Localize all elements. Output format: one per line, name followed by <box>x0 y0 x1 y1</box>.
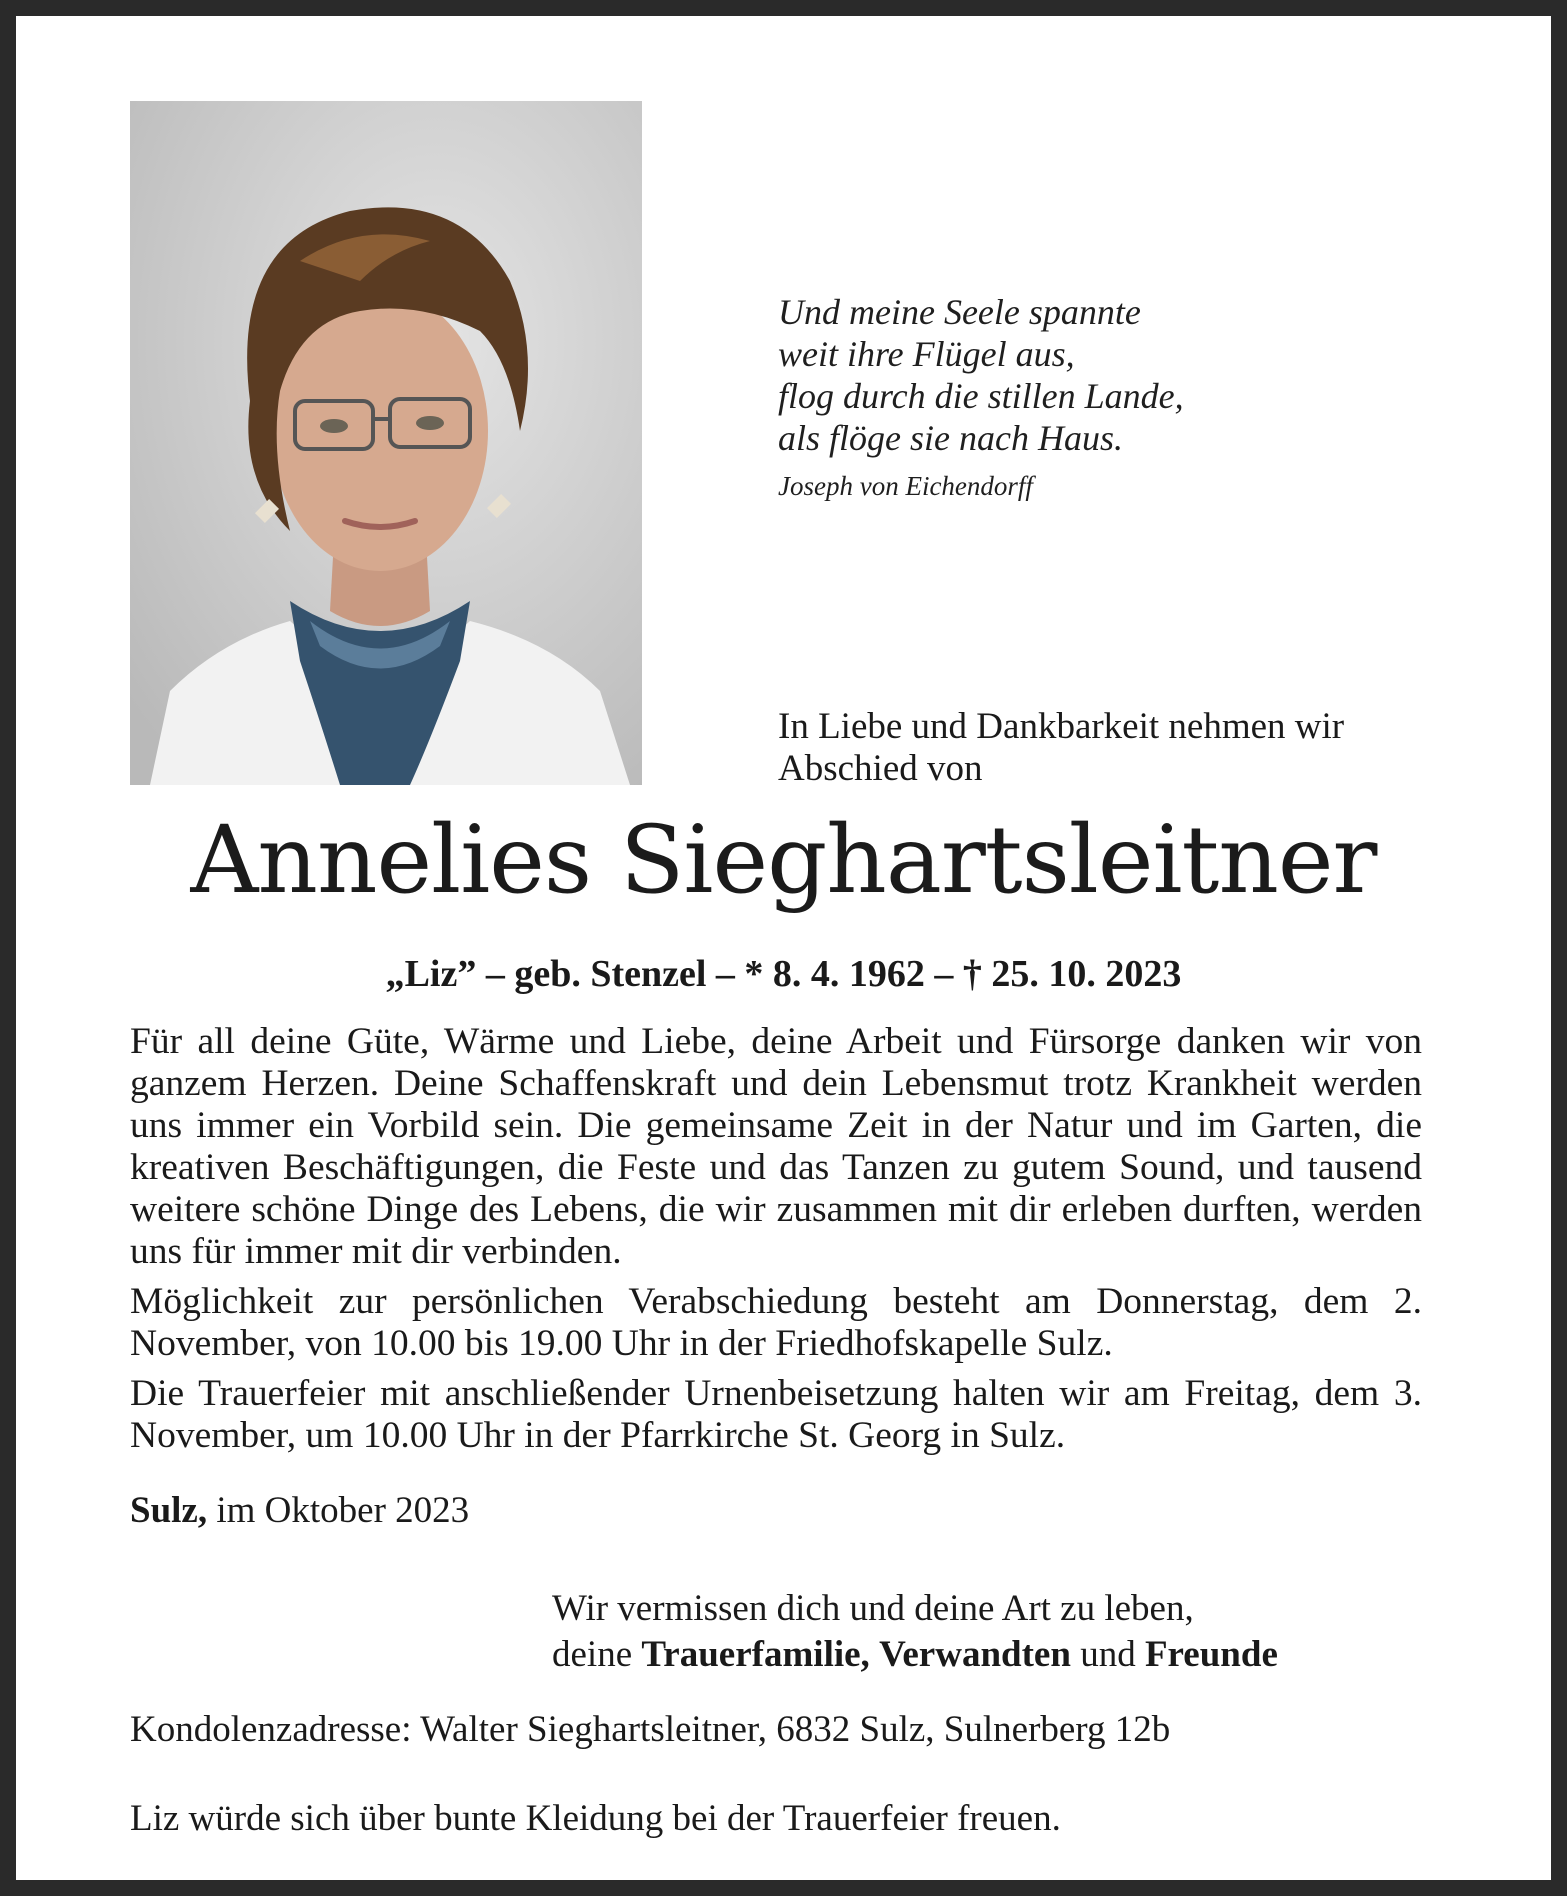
signature-and: und <box>1070 1634 1145 1675</box>
intro-text <box>778 706 1498 790</box>
signature-prefix: deine <box>552 1634 642 1675</box>
signature-line <box>552 1632 1452 1678</box>
signature-family: Trauerfamilie, <box>641 1634 870 1675</box>
place-date <box>130 1490 469 1532</box>
body-paragraph: Möglichkeit zur persönlichen Verabschiedung besteht am Donnerstag, dem 2. November, von 10.00 bis 19.00 Uhr in der Friedhofskapelle Sulz. <box>130 1281 1422 1364</box>
poem-line: weit ihre Flügel aus, <box>778 334 1075 374</box>
intro-line: In Liebe und Dankbarkeit nehmen wir <box>778 706 1345 747</box>
signature-block <box>552 1586 1452 1678</box>
life-dates: „Liz” – geb. Stenzel – * 8. 4. 1962 – † 25. 10. 2023 <box>385 953 1182 995</box>
signature-friends: Freunde <box>1144 1634 1278 1675</box>
place-date-text: im Oktober 2023 <box>207 1490 470 1531</box>
poem-line: Und meine Seele spannte <box>778 292 1141 332</box>
signature-line: Wir vermissen dich und deine Art zu leben, <box>552 1588 1194 1629</box>
clothing-note: Liz würde sich über bunte Kleidung bei der Trauerfeier freuen. <box>130 1798 1061 1839</box>
poem-line: als flöge sie nach Haus. <box>778 418 1123 458</box>
poem-author: Joseph von Eichendorff <box>778 471 1033 501</box>
body-text <box>130 1021 1422 1465</box>
poem-line: flog durch die stillen Lande, <box>778 376 1184 416</box>
body-paragraph: Die Trauerfeier mit anschließender Urnenbeisetzung halten wir am Freitag, dem 3. November, um 10.00 Uhr in der Pfarrkirche St. Georg in Sulz. <box>130 1373 1422 1456</box>
portrait-photo <box>130 101 642 785</box>
body-paragraph: Für all deine Güte, Wärme und Liebe, deine Arbeit und Fürsorge danken wir von ganzem Herzen. Deine Schaffenskraft und dein Lebensmut trotz Krankheit werden uns immer ein Vorbild sein. Die gemeinsame Zeit in der Natur und im Garten, die kreativen Beschäftigungen, die Feste und das Tanzen zu gutem Sound, und tausend weitere schöne Dinge des Lebens, die wir zusammen mit dir erleben durften, werden uns für immer mit dir verbinden. <box>130 1021 1422 1272</box>
obituary-page <box>16 16 1551 1880</box>
condolence-address: Kondolenzadresse: Walter Sieghartsleitner, 6832 Sulz, Sulnerberg 12b <box>130 1709 1171 1750</box>
portrait-illustration <box>130 101 642 785</box>
intro-line: Abschied von <box>778 748 983 789</box>
signature-relatives: Verwandten <box>879 1634 1071 1675</box>
place-town: Sulz, <box>130 1490 208 1531</box>
deceased-name: Annelies Sieghartsleitner <box>190 806 1377 915</box>
poem-quote <box>778 291 1478 503</box>
